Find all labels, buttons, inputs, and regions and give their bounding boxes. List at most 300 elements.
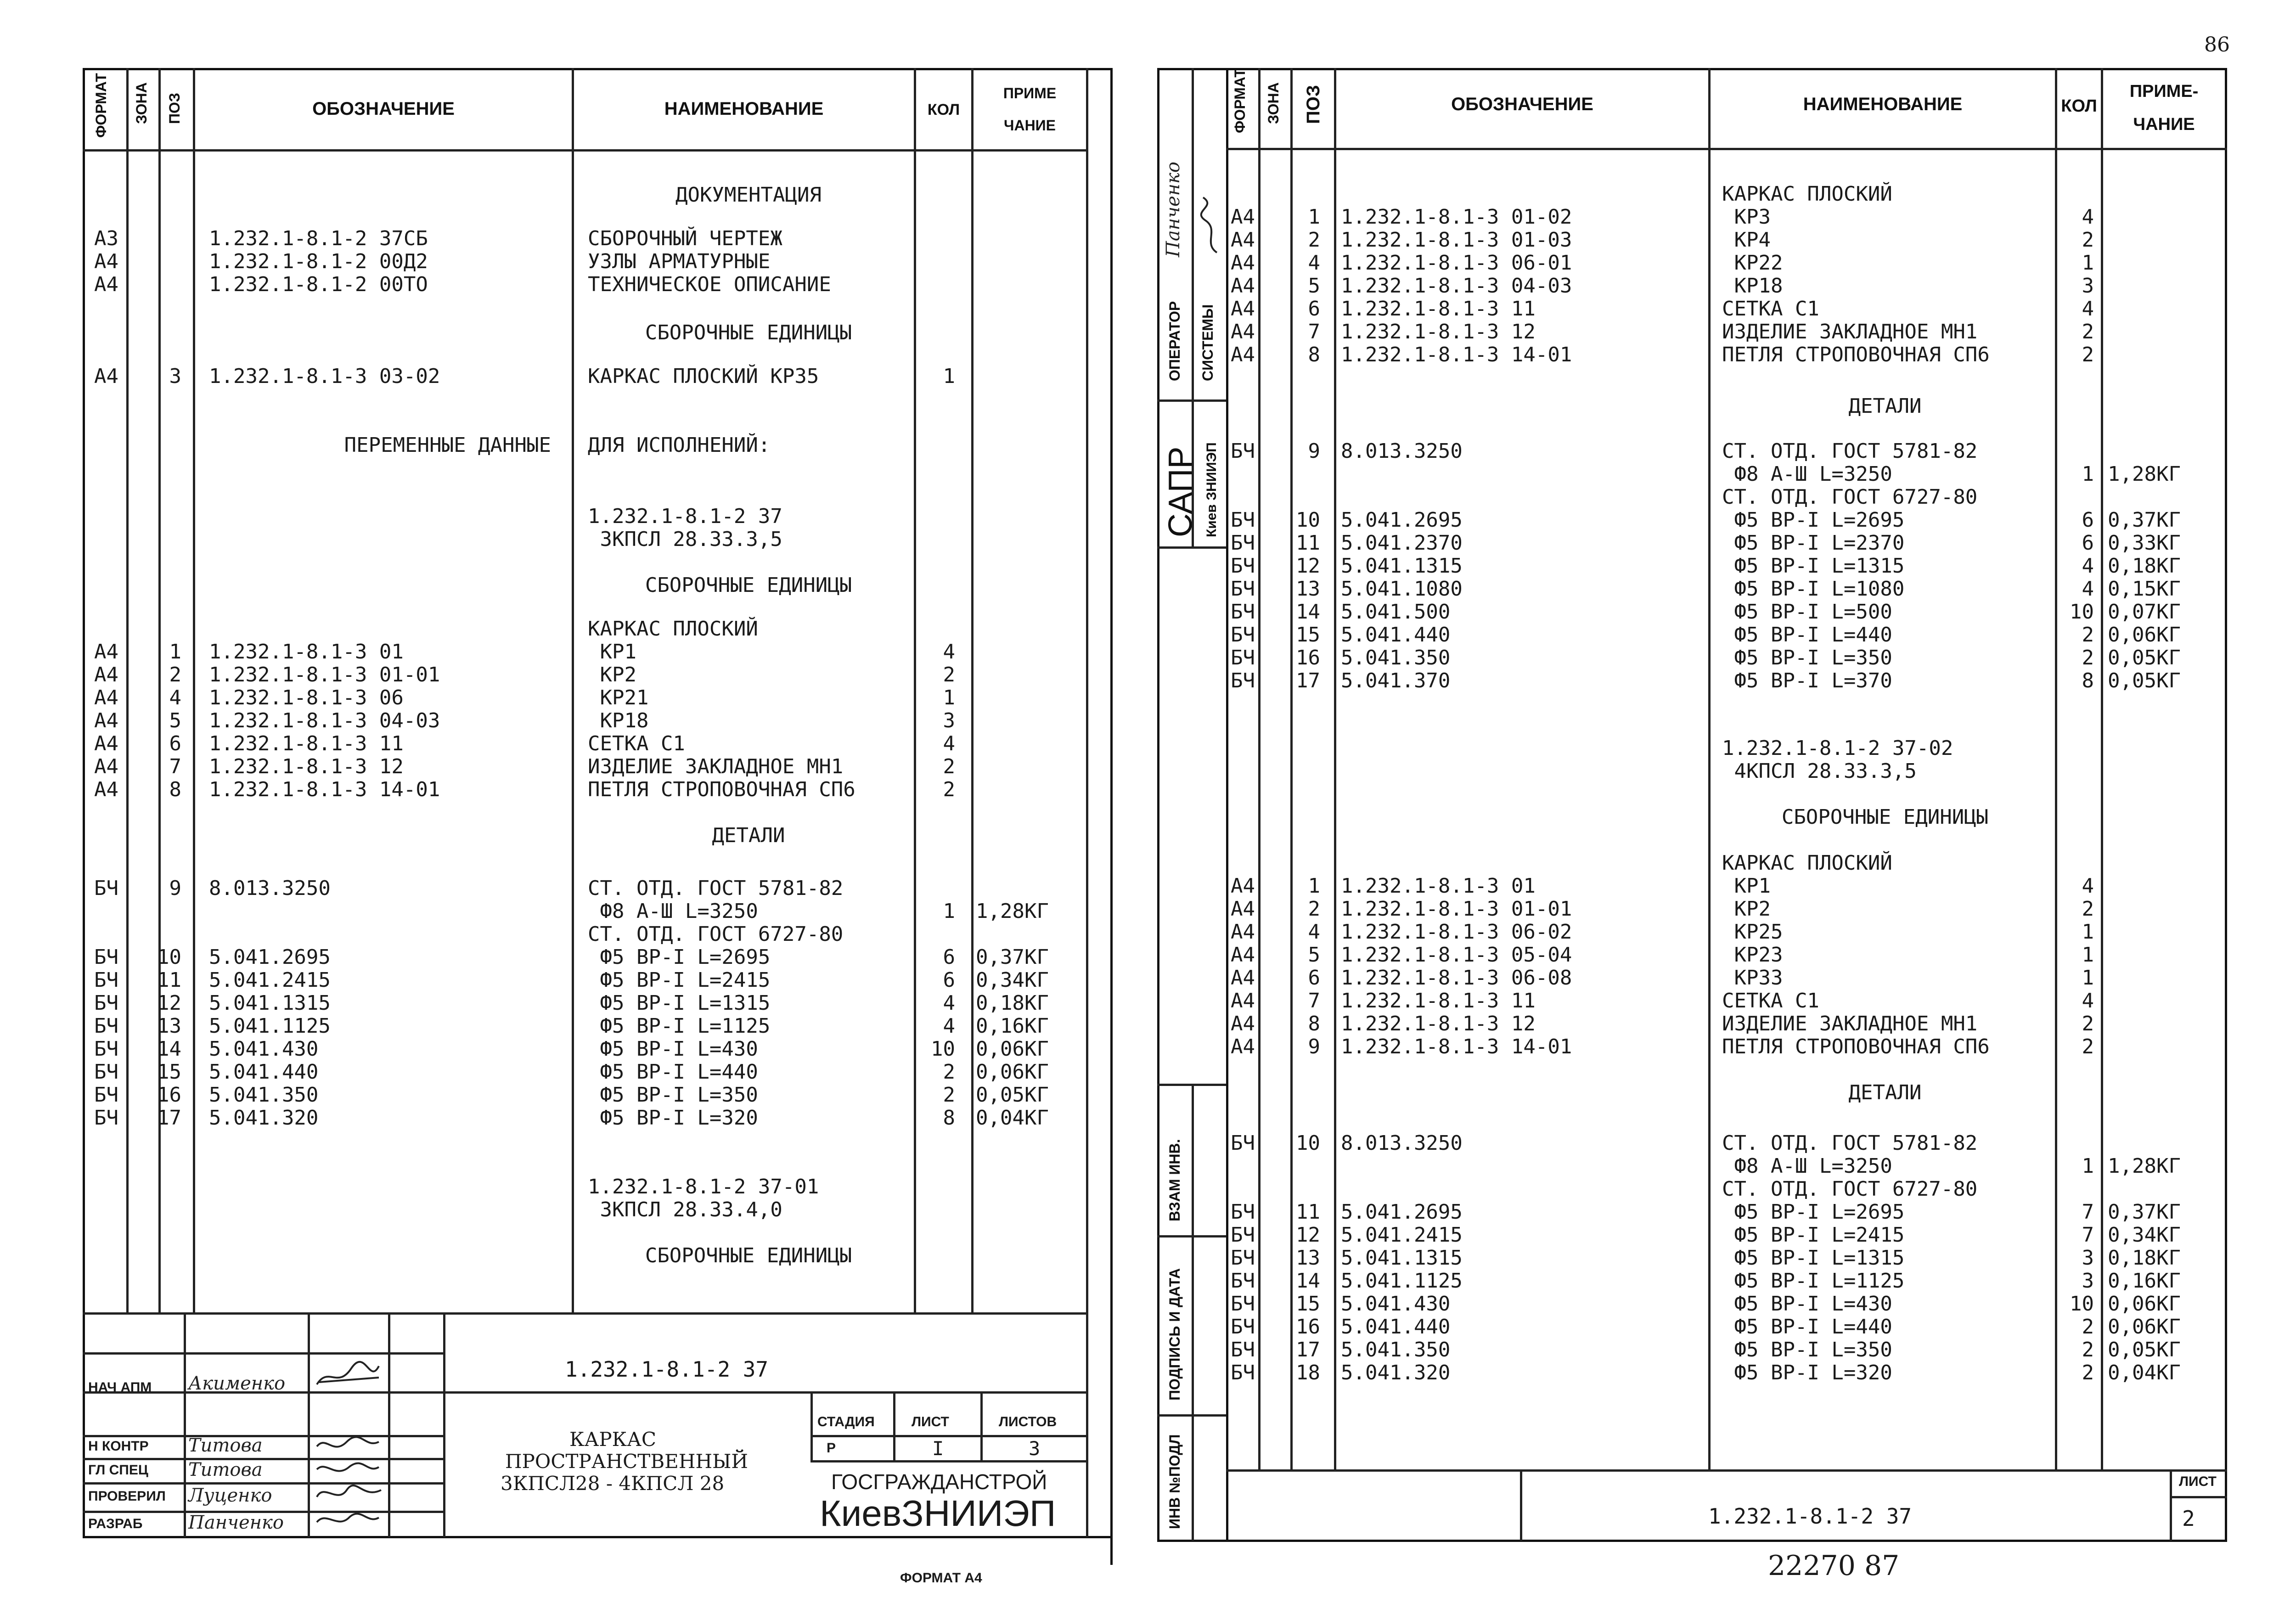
cell-fmt: А4 [94, 778, 118, 801]
cell-name: УЗЛЫ АРМАТУРНЫЕ [588, 250, 771, 273]
cell-qty: 3 [2082, 1246, 2094, 1270]
cell-name: СТ. ОТД. ГОСТ 5781-82 [1722, 439, 1978, 463]
table-row [0, 898, 2296, 921]
cell-name: ИЗДЕЛИЕ ЗАКЛАДНОЕ МН1 [1722, 320, 1978, 343]
cell-qty: 1 [943, 686, 955, 709]
cell-des: 5.041.2370 [1341, 531, 1463, 555]
table-row [0, 760, 2296, 783]
table-row [0, 1155, 2296, 1178]
right-sheet-no: 2 [2182, 1506, 2195, 1531]
cell-des: 1.232.1-8.1-3 14-01 [1341, 1035, 1572, 1058]
cell-fmt: БЧ [1231, 1246, 1255, 1270]
cell-name: Ф5 ВР-I L=440 [1722, 1315, 1892, 1339]
cell-des: 1.232.1-8.1-3 04-03 [1341, 274, 1572, 298]
cell-pos: 16 [1296, 646, 1320, 669]
right-hdr-designation: ОБОЗНАЧЕНИЕ [1451, 94, 1593, 114]
cell-pos: 11 [1296, 531, 1320, 555]
cell-pos: 17 [157, 1106, 181, 1130]
cell-qty: 6 [943, 968, 955, 992]
cell-des: 5.041.440 [1341, 623, 1451, 647]
left-top-border [83, 68, 1112, 70]
cell-note: 0,05КГ [976, 1083, 1049, 1107]
tb-org2: КиевЗНИИЭП [820, 1493, 1056, 1534]
cell-name: Ф5 ВР-I L=370 [1722, 669, 1892, 692]
table-row [0, 463, 2296, 486]
cell-qty: 2 [2082, 646, 2094, 669]
cell-name: Ф5 ВР-I L=320 [588, 1106, 758, 1130]
table-row [0, 275, 2296, 298]
table-row [0, 944, 2296, 967]
cell-name: ТЕХНИЧЕСКОЕ ОПИСАНИЕ [588, 273, 831, 296]
cell-fmt: А4 [94, 732, 118, 755]
tb-vline [980, 1391, 983, 1460]
cell-qty: 1 [2082, 920, 2094, 944]
cell-name: КР21 [588, 686, 649, 709]
right-stamp-vline [1520, 1469, 1522, 1541]
cell-fmt: БЧ [1231, 1315, 1255, 1339]
tb-role: ГЛ СПЕЦ [88, 1462, 148, 1478]
cell-des: 5.041.320 [209, 1106, 319, 1130]
cell-fmt: А4 [94, 250, 118, 273]
cell-des: 8.013.3250 [209, 877, 331, 900]
right-stamp-line [2170, 1496, 2227, 1498]
left-footer-format: ФОРМАТ А4 [900, 1570, 982, 1586]
cell-name: Ф5 ВР-I L=2370 [1722, 531, 1905, 555]
tb-person: Титова [188, 1459, 263, 1480]
tb-person: Луценко [188, 1485, 272, 1506]
cell-name: 1.232.1-8.1-2 37-01 [588, 1175, 819, 1198]
left-hdr-zone: ЗОНА [133, 82, 150, 124]
cell-pos: 2 [1308, 228, 1320, 252]
cell-name: КАРКАС ПЛОСКИЙ КР35 [588, 365, 819, 388]
tb-line [445, 1391, 1088, 1394]
cell-name: ПЕТЛЯ СТРОПОВОЧНАЯ СП6 [1722, 1035, 1990, 1058]
cell-pos: 14 [1296, 600, 1320, 624]
cell-name: ПЕТЛЯ СТРОПОВОЧНАЯ СП6 [1722, 343, 1990, 366]
cell-des: 5.041.440 [1341, 1315, 1451, 1339]
left-hdr-designation: ОБОЗНАЧЕНИЕ [312, 99, 455, 119]
cell-qty: 4 [2082, 989, 2094, 1012]
table-row [0, 852, 2296, 875]
cell-pos: 7 [1308, 320, 1320, 343]
cell-fmt: БЧ [1231, 646, 1255, 669]
cell-des: 5.041.2415 [1341, 1223, 1463, 1247]
cell-note: 0,33КГ [2108, 531, 2181, 555]
cell-pos: 16 [157, 1083, 181, 1107]
cell-note: 1,28КГ [2108, 1154, 2181, 1178]
cell-fmt: БЧ [1231, 1292, 1255, 1316]
table-row [0, 624, 2296, 647]
cell-name: СТ. ОТД. ГОСТ 5781-82 [1722, 1131, 1978, 1155]
cell-pos: 13 [1296, 577, 1320, 601]
cell-name: Ф5 ВР-I L=430 [1722, 1292, 1892, 1316]
cell-name: Ф5 ВР-I L=430 [588, 1037, 758, 1061]
cell-des: 5.041.320 [1341, 1361, 1451, 1384]
tb-title-line: КАРКАС [569, 1428, 657, 1451]
cell-note: 0,06КГ [2108, 1292, 2181, 1316]
cell-pos: 10 [157, 945, 181, 969]
cell-qty: 2 [2082, 228, 2094, 252]
table-row [0, 321, 2296, 343]
cell-name: КР23 [1722, 943, 1783, 967]
cell-qty: 2 [2082, 1361, 2094, 1384]
cell-pos: 18 [1296, 1361, 1320, 1384]
cell-des: 1.232.1-8.1-3 12 [1341, 320, 1536, 343]
cell-fmt: БЧ [1231, 1269, 1255, 1293]
table-row [0, 1270, 2296, 1293]
table-row [0, 709, 2296, 732]
cell-pos: 4 [1308, 251, 1320, 275]
cell-note: 0,15КГ [2108, 577, 2181, 601]
cell-pos: 16 [1296, 1315, 1320, 1339]
cell-des: 8.013.3250 [1341, 439, 1463, 463]
tb-line [810, 1460, 1088, 1462]
right-hdr-name: НАИМЕНОВАНИЕ [1803, 94, 1963, 114]
cell-note: 0,06КГ [2108, 1315, 2181, 1339]
cell-fmt: БЧ [94, 877, 118, 900]
cell-des: 1.232.1-8.1-3 14-01 [1341, 343, 1572, 366]
cell-pos: 15 [1296, 1292, 1320, 1316]
cell-pos: 13 [1296, 1246, 1320, 1270]
cell-qty: 4 [2082, 297, 2094, 321]
cell-name: СТ. ОТД. ГОСТ 6727-80 [1722, 485, 1978, 509]
cell-des: 5.041.1315 [1341, 1246, 1463, 1270]
side-signer: Панченко [1163, 162, 1184, 257]
cell-qty: 8 [2082, 669, 2094, 692]
cell-qty: 2 [943, 755, 955, 778]
cell-note: 0,04КГ [2108, 1361, 2181, 1384]
cell-fmt: БЧ [1231, 439, 1255, 463]
cell-fmt: БЧ [94, 1014, 118, 1038]
cell-fmt: БЧ [1231, 1131, 1255, 1155]
cell-pos: 5 [169, 709, 181, 732]
tb-title-line: 3КПСЛ28 - 4КПСЛ 28 [501, 1472, 725, 1495]
cell-pos: 9 [1308, 439, 1320, 463]
table-row [0, 1293, 2296, 1316]
right-bottom-numbers: 22270 87 [1768, 1550, 1900, 1582]
cell-des: 1.232.1-8.1-3 04-03 [209, 709, 440, 732]
cell-name: Ф5 ВР-I L=440 [1722, 623, 1892, 647]
cell-name: ПЕТЛЯ СТРОПОВОЧНАЯ СП6 [588, 778, 855, 801]
cell-pos: 12 [157, 991, 181, 1015]
cell-fmt: А4 [1231, 274, 1255, 298]
tb-person: Акименко [188, 1373, 286, 1394]
cell-name: СТ. ОТД. ГОСТ 5781-82 [588, 877, 844, 900]
cell-qty: 2 [2082, 343, 2094, 366]
table-row [0, 875, 2296, 898]
cell-des: 5.041.430 [1341, 1292, 1451, 1316]
cell-des: 1.232.1-8.1-3 01-01 [1341, 897, 1572, 921]
cell-pos: 5 [1308, 274, 1320, 298]
cell-name: Ф5 ВР-I L=1080 [1722, 577, 1905, 601]
cell-fmt: БЧ [1231, 1361, 1255, 1384]
left-hdr-note1: ПРИМЕ [1003, 85, 1057, 101]
cell-des: 1.232.1-8.1-3 11 [1341, 297, 1536, 321]
tb-person: Панченко [188, 1512, 284, 1533]
tb-org1: ГОСГРАЖДАНСТРОЙ [831, 1470, 1047, 1494]
cell-fmt: А4 [1231, 228, 1255, 252]
cell-fmt: А4 [1231, 943, 1255, 967]
cell-pos: 15 [1296, 623, 1320, 647]
table-row [0, 440, 2296, 463]
cell-des: 5.041.1315 [1341, 554, 1463, 578]
cell-pos: 10 [1296, 508, 1320, 532]
cell-qty: 7 [2082, 1200, 2094, 1224]
table-row [0, 343, 2296, 366]
tb-doc-number: 1.232.1-8.1-2 37 [565, 1357, 769, 1382]
cell-pos: 2 [169, 663, 181, 686]
cell-fmt: БЧ [94, 1106, 118, 1130]
cell-des: 1.232.1-8.1-3 06-08 [1341, 966, 1572, 990]
table-row [0, 486, 2296, 509]
table-row [0, 967, 2296, 990]
cell-qty: 2 [943, 663, 955, 686]
cell-fmt: А4 [1231, 320, 1255, 343]
cell-des: 1.232.1-8.1-3 12 [209, 755, 404, 778]
cell-des: 5.041.1125 [209, 1014, 331, 1038]
table-row [0, 1339, 2296, 1361]
cell-fmt: А3 [94, 227, 118, 250]
cell-fmt: А4 [1231, 205, 1255, 229]
cell-des: 1.232.1-8.1-2 37СБ [209, 227, 428, 250]
cell-name: СБОРОЧНЫЙ ЧЕРТЕЖ [588, 227, 782, 250]
cell-des: 5.041.1125 [1341, 1269, 1463, 1293]
left-hdr-format: ФОРМАТ [93, 73, 109, 138]
cell-name: КР25 [1722, 920, 1783, 944]
cell-pos: 17 [1296, 669, 1320, 692]
right-hdr-note2: ЧАНИЕ [2133, 115, 2195, 134]
cell-name: СБОРОЧНЫЕ ЕДИНИЦЫ [645, 574, 852, 597]
table-row [0, 206, 2296, 229]
cell-fmt: БЧ [1231, 531, 1255, 555]
cell-qty: 3 [2082, 1269, 2094, 1293]
cell-name: СБОРОЧНЫЕ ЕДИНИЦЫ [645, 321, 852, 344]
cell-name: КР4 [1722, 228, 1771, 252]
cell-qty: 3 [2082, 274, 2094, 298]
cell-des: 1.232.1-8.1-3 01 [209, 640, 404, 664]
cell-note: 0,18КГ [2108, 1246, 2181, 1270]
cell-name: КР2 [588, 663, 636, 686]
side-operator: ОПЕРАТОР [1166, 301, 1183, 381]
tb-stage: Р [827, 1440, 836, 1456]
tb-role: ПРОВЕРИЛ [88, 1489, 166, 1504]
cell-note: 0,37КГ [2108, 508, 2181, 532]
table-row [0, 601, 2296, 624]
cell-note: 0,37КГ [976, 945, 1049, 969]
tb-role: РАЗРАБ [88, 1516, 143, 1531]
cell-note: 0,04КГ [976, 1106, 1049, 1130]
cell-qty: 2 [2082, 1338, 2094, 1361]
cell-name: Ф5 ВР-I L=1315 [1722, 554, 1905, 578]
cell-name: КР3 [1722, 205, 1771, 229]
cell-pos: 8 [1308, 343, 1320, 366]
cell-des: 1.232.1-8.1-3 05-04 [1341, 943, 1572, 967]
cell-name: Ф5 ВР-I L=350 [1722, 1338, 1892, 1361]
right-hdr-format: ФОРМАТ [1232, 68, 1248, 133]
tb-role: НАЧ АПМ [88, 1380, 152, 1395]
cell-name: ДЕТАЛИ [1848, 394, 1922, 418]
cell-des: 1.232.1-8.1-3 11 [209, 732, 404, 755]
cell-note: 0,37КГ [2108, 1200, 2181, 1224]
cell-name: Ф5 ВР-I L=320 [1722, 1361, 1892, 1384]
tb-sheet: I [932, 1437, 944, 1460]
cell-fmt: А4 [1231, 874, 1255, 898]
cell-des: 1.232.1-8.1-3 06-01 [1341, 251, 1572, 275]
table-row [0, 1035, 2296, 1058]
table-row [0, 395, 2296, 418]
side-sapr: САПР [1162, 446, 1199, 537]
cell-qty: 2 [2082, 623, 2094, 647]
table-row [0, 365, 2296, 388]
left-header-divider [83, 149, 1088, 152]
cell-name: СБОРОЧНЫЕ ЕДИНИЦЫ [645, 1244, 852, 1267]
cell-des: 1.232.1-8.1-3 12 [1341, 1012, 1536, 1035]
cell-qty: 2 [2082, 897, 2094, 921]
side-kiev: Киев ЗНИИЭП [1204, 442, 1219, 537]
cell-qty: 1 [943, 900, 955, 923]
cell-name: 1.232.1-8.1-2 37-02 [1722, 737, 1953, 760]
table-row [0, 298, 2296, 321]
left-bottom-border [83, 1536, 1112, 1538]
cell-fmt: А4 [94, 365, 118, 388]
cell-pos: 6 [169, 732, 181, 755]
cell-fmt: БЧ [1231, 577, 1255, 601]
cell-des: 1.232.1-8.1-3 01-01 [209, 663, 440, 686]
cell-name: 4КПСЛ 28.33.3,5 [1722, 759, 1917, 783]
cell-note: 0,05КГ [2108, 669, 2181, 692]
table-row [0, 669, 2296, 692]
cell-pos: 14 [157, 1037, 181, 1061]
cell-pos: 4 [169, 686, 181, 709]
cell-name: 3КПСЛ 28.33.3,5 [588, 528, 782, 551]
side-system: СИСТЕМЫ [1199, 304, 1216, 381]
cell-note: 0,34КГ [976, 968, 1049, 992]
table-row [0, 229, 2296, 252]
left-hdr-note2: ЧАНИЕ [1003, 117, 1056, 134]
cell-qty: 4 [943, 991, 955, 1015]
cell-fmt: А4 [1231, 989, 1255, 1012]
cell-fmt: БЧ [1231, 669, 1255, 692]
cell-qty: 1 [2082, 943, 2094, 967]
cell-note: 0,06КГ [976, 1037, 1049, 1061]
cell-name: КАРКАС ПЛОСКИЙ [1722, 182, 1892, 206]
cell-qty: 2 [2082, 1012, 2094, 1035]
table-row [0, 252, 2296, 275]
tb-line [810, 1435, 1088, 1437]
cell-des: 1.232.1-8.1-3 01-03 [1341, 228, 1572, 252]
cell-fmt: А4 [94, 709, 118, 732]
tb-line [83, 1458, 445, 1460]
cell-fmt: А4 [1231, 920, 1255, 944]
cell-name: КАРКАС ПЛОСКИЙ [588, 617, 758, 641]
cell-fmt: А4 [94, 663, 118, 686]
cell-des: 5.041.500 [1341, 600, 1451, 624]
cell-pos: 7 [1308, 989, 1320, 1012]
cell-des: 5.041.2695 [209, 945, 331, 969]
cell-name: Ф5 ВР-I L=2695 [588, 945, 771, 969]
cell-fmt: А4 [94, 755, 118, 778]
cell-qty: 1 [2082, 966, 2094, 990]
cell-fmt: БЧ [94, 1060, 118, 1084]
cell-pos: 8 [169, 778, 181, 801]
cell-name: Ф5 ВР-I L=1315 [1722, 1246, 1905, 1270]
cell-name: ДОКУМЕНТАЦИЯ [675, 183, 822, 207]
table-row [0, 1107, 2296, 1130]
cell-name: КР1 [1722, 874, 1771, 898]
cell-pos: 15 [157, 1060, 181, 1084]
cell-pos: 2 [1308, 897, 1320, 921]
cell-pos: 5 [1308, 943, 1320, 967]
cell-note: 0,07КГ [2108, 600, 2181, 624]
cell-note: 0,18КГ [976, 991, 1049, 1015]
cell-des: 5.041.350 [1341, 1338, 1451, 1361]
cell-note: 0,18КГ [2108, 554, 2181, 578]
cell-fmt: А4 [1231, 1035, 1255, 1058]
table-row [0, 1081, 2296, 1104]
table-row [0, 1316, 2296, 1339]
side-podpis: ПОДПИСЬ И ДАТА [1166, 1268, 1183, 1401]
cell-qty: 2 [2082, 1035, 2094, 1058]
table-row [0, 647, 2296, 669]
cell-des: 5.041.1080 [1341, 577, 1463, 601]
cell-qty: 10 [931, 1037, 955, 1061]
cell-name: КР18 [588, 709, 649, 732]
table-row [0, 1224, 2296, 1247]
cell-qty: 7 [2082, 1223, 2094, 1247]
table-row [0, 1247, 2296, 1270]
table-row [0, 1012, 2296, 1035]
cell-note: 0,34КГ [2108, 1223, 2181, 1247]
cell-pos: 17 [1296, 1338, 1320, 1361]
cell-fmt: БЧ [1231, 623, 1255, 647]
table-row [0, 737, 2296, 760]
left-hdr-qty: КОЛ [927, 101, 960, 118]
cell-des: 8.013.3250 [1341, 1131, 1463, 1155]
cell-qty: 10 [2070, 1292, 2094, 1316]
cell-des: 1.232.1-8.1-2 00ТО [209, 273, 428, 296]
table-row [0, 532, 2296, 555]
cell-fmt: А4 [1231, 897, 1255, 921]
cell-pos: 9 [169, 877, 181, 900]
cell-fmt: БЧ [94, 991, 118, 1015]
cell-name: СЕТКА С1 [1722, 297, 1819, 321]
cell-pos: 1 [169, 640, 181, 664]
cell-pos: 12 [1296, 1223, 1320, 1247]
table-row [0, 509, 2296, 532]
tb-vline [810, 1391, 813, 1460]
cell-fmt: БЧ [1231, 1338, 1255, 1361]
cell-fmt: БЧ [1231, 1223, 1255, 1247]
cell-qty: 3 [943, 709, 955, 732]
cell-name: Ф5 ВР-I L=2695 [1722, 508, 1905, 532]
cell-name: Ф5 ВР-I L=2695 [1722, 1200, 1905, 1224]
cell-qty: 1 [943, 365, 955, 388]
right-header-divider [1226, 148, 2227, 150]
cell-des: 5.041.430 [209, 1037, 319, 1061]
cell-fmt: А4 [1231, 297, 1255, 321]
cell-fmt: А4 [1231, 251, 1255, 275]
cell-fmt: БЧ [94, 1037, 118, 1061]
cell-qty: 4 [2082, 874, 2094, 898]
cell-des: 1.232.1-8.1-3 11 [1341, 989, 1536, 1012]
table-row [0, 1201, 2296, 1224]
cell-fmt: БЧ [1231, 1200, 1255, 1224]
table-row [0, 1361, 2296, 1384]
table-row [0, 806, 2296, 829]
cell-note: 0,05КГ [2108, 1338, 2181, 1361]
cell-des: 1.232.1-8.1-3 01 [1341, 874, 1536, 898]
cell-name: ДЕТАЛИ [712, 824, 785, 847]
